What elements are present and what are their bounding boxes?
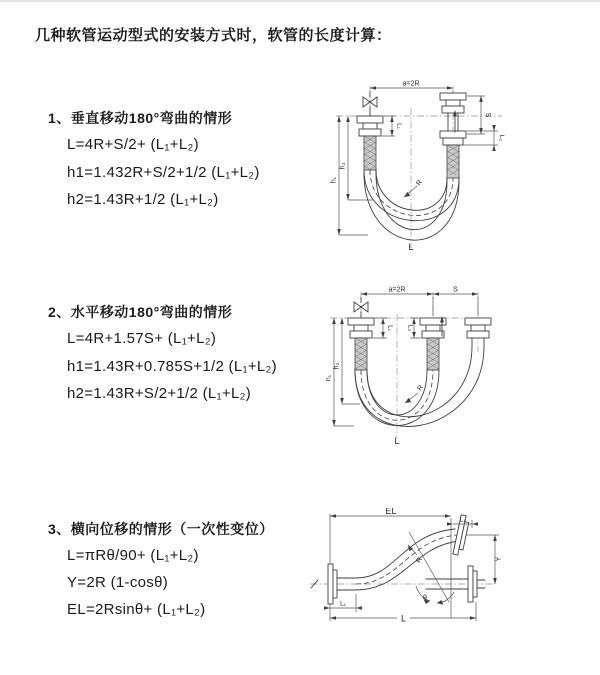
- hose: [364, 170, 459, 240]
- dim-label-l: L: [408, 242, 414, 252]
- formula-line: EL=2Rsinθ+ (L₁+L₂): [67, 601, 206, 618]
- formula-line: h1=1.43R+0.785S+1/2 (L₁+L₂): [67, 358, 277, 375]
- formula-line: L=4R+S/2+ (L₁+L₂): [67, 136, 199, 153]
- dim-label-h2: h₂: [333, 362, 341, 370]
- angle-construction: [409, 518, 454, 618]
- centerlines: [310, 580, 495, 588]
- section-2-heading: 2、水平移动180°弯曲的情形: [48, 304, 233, 320]
- dim-label-h1: h₁: [326, 374, 333, 382]
- dim-label-l: L: [394, 436, 400, 446]
- left-flange: [348, 318, 374, 338]
- dimension-lines: [337, 86, 498, 235]
- dim-label-l1: L₁: [386, 325, 394, 331]
- dim-label-s: S: [453, 286, 458, 294]
- diagram-horizontal-180-bend: [326, 286, 496, 448]
- dim-label-s: S: [484, 112, 491, 118]
- middle-braid: [427, 338, 439, 370]
- centerlines: [336, 86, 502, 248]
- formula-line: h2=1.43R+S/2+1/2 (L₁+L₂): [67, 385, 252, 402]
- dim-label-theta: θ: [423, 595, 427, 602]
- dim-label-y: Y: [495, 556, 503, 562]
- dim-label-l2: L₂: [406, 324, 414, 332]
- formula-line: h2=1.43R+1/2 (L₁+L₂): [67, 191, 219, 208]
- dim-label-l1-top: L₁: [459, 516, 466, 524]
- diagram-lateral-displacement: [308, 508, 508, 630]
- dim-label-r: R: [416, 384, 426, 393]
- diagram-labels: [340, 508, 502, 624]
- left-braid: [364, 136, 376, 170]
- formula-line: L=4R+1.57S+ (L₁+L₂): [67, 330, 217, 347]
- dim-label-a2r: a=2R: [388, 286, 406, 294]
- diagram-vertical-180-bend: [330, 80, 508, 252]
- dim-label-h2: h₂: [339, 162, 347, 170]
- dim-label-r: R: [415, 556, 424, 565]
- dim-label-l: L: [400, 613, 407, 624]
- dim-label-r: R: [415, 179, 425, 188]
- page-title: 几种软管运动型式的安装方式时，软管的长度计算：: [35, 27, 392, 44]
- formula-line: L=πRθ/90+ (L₁+L₂): [67, 547, 199, 564]
- left-flange: [357, 116, 383, 136]
- centerlines: [330, 292, 492, 438]
- formula-line: Y=2R (1-cosθ): [67, 574, 169, 591]
- dim-label-a2r: a=2R: [402, 80, 420, 88]
- formula-line: h1=1.432R+S/2+1/2 (L₁+L₂): [67, 164, 260, 181]
- section-1-heading: 1、垂直移动180°弯曲的情形: [48, 110, 233, 126]
- left-braid: [355, 338, 367, 370]
- right-braid: [447, 145, 459, 178]
- dim-label-h1: h₁: [330, 176, 338, 184]
- page-top-edge: [0, 0, 600, 2]
- right-flange: [465, 318, 491, 346]
- dim-label-l2: L₂: [498, 134, 505, 142]
- dim-label-l1-bottom: L₁: [340, 600, 346, 608]
- dim-label-el: EL: [385, 508, 397, 516]
- diagram-labels: [331, 81, 506, 253]
- section-3-heading: 3、横向位移的情形（一次性变位）: [48, 521, 274, 537]
- hose: [356, 529, 459, 590]
- dim-label-l1: L₁: [395, 123, 403, 129]
